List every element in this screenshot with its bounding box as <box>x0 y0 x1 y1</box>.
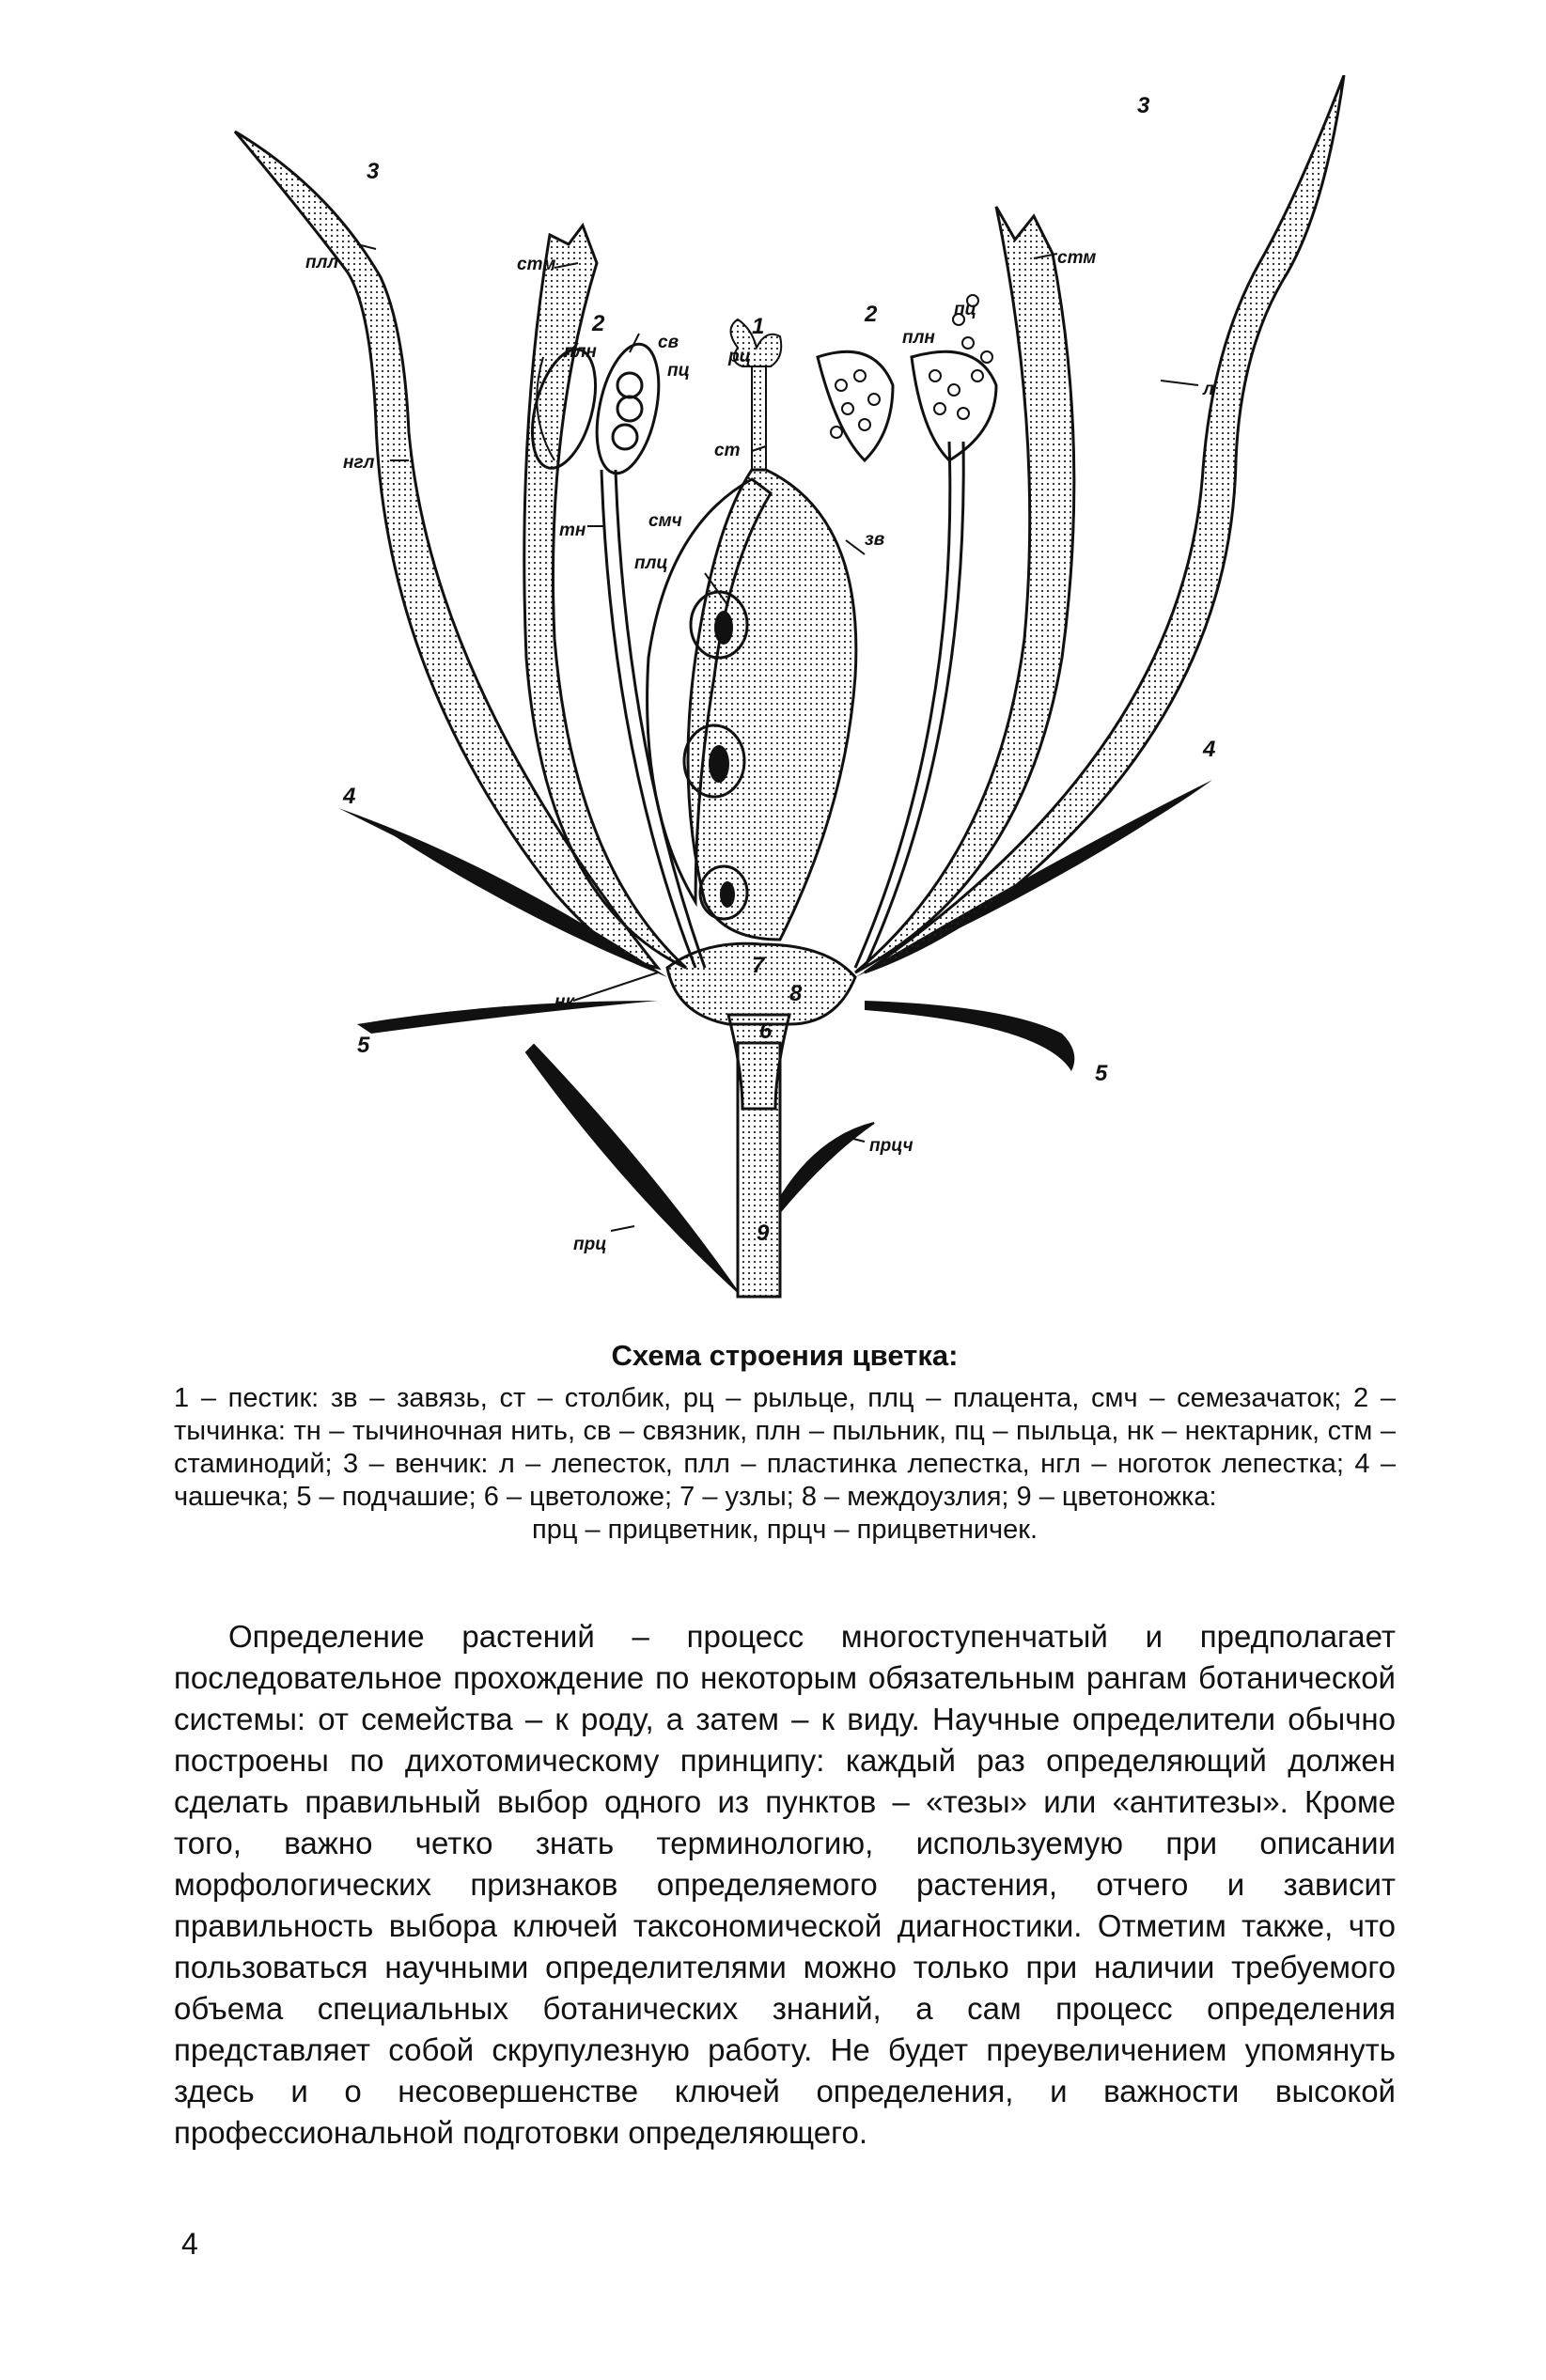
label-9: 9 <box>757 1221 770 1246</box>
label-pln-right: плн <box>902 328 935 348</box>
label-sv: св <box>658 333 679 352</box>
caption-last-line: прц – прицветник, прцч – прицветничек. <box>531 1515 1038 1545</box>
label-7: 7 <box>752 953 765 978</box>
label-st: ст <box>714 441 741 460</box>
label-rts: рц <box>728 347 751 366</box>
figure-caption <box>174 1339 1396 1547</box>
epicalyx-left <box>357 1001 658 1034</box>
label-1: 1 <box>752 314 765 339</box>
label-3-left: 3 <box>367 159 380 184</box>
label-prts: прц <box>573 1235 607 1254</box>
label-8: 8 <box>789 981 803 1006</box>
label-5-left: 5 <box>357 1033 370 1058</box>
epicalyx-right <box>865 1001 1074 1071</box>
label-plts: плц <box>634 553 668 573</box>
label-3-right: 3 <box>1137 93 1150 118</box>
label-6: 6 <box>759 1019 773 1044</box>
label-2-right: 2 <box>865 302 878 327</box>
label-stm-left: стм <box>517 255 556 274</box>
label-nk: нк <box>554 992 575 1012</box>
label-smch: смч <box>648 511 682 531</box>
bracteole-right <box>780 1123 874 1212</box>
label-4-right: 4 <box>1203 737 1216 762</box>
bract-left <box>526 1045 738 1292</box>
label-prtsch: прцч <box>869 1136 914 1156</box>
flower-structure-diagram <box>216 75 1382 1315</box>
body-paragraph: Определение растений – процесс многоступенчатый и предполагает последовательное прохождение по некоторым обязательным рангам ботанической системы: от семейства – к роду, а затем – к виду. Научные определители обычно построены по дихотомическому принципу: каждый раз определяющий должен сделать правильный выбор одного из пунктов – «тезы» или «антитезы». Кроме того, важно четко знать терминологию, используемую при описании морфологических признаков определяемого растения, отчего и зависит правильность выбора ключей таксономической диагностики. Отметим также, что пользоваться научными определителями можно только при наличии требуемого объема специальных ботанических знаний, а сам процесс определения представляет собой скрупулезную работу. Не будет преувеличением упомянуть здесь и о несовершенстве ключей определения, и важности высокой профессиональной подготовки определяющего. <box>174 1619 1396 2150</box>
label-ppl: плл <box>305 253 339 272</box>
caption-title: Схема строения цветка: <box>611 1339 959 1372</box>
label-2-left: 2 <box>592 311 605 336</box>
label-pln-left: плн <box>564 342 597 362</box>
page-number: 4 <box>181 2227 198 2261</box>
caption-body <box>174 1382 1396 1547</box>
label-5-right: 5 <box>1095 1061 1108 1086</box>
label-stm-right: стм <box>1057 248 1097 268</box>
label-pts-right: пц <box>954 300 976 319</box>
caption-legend: 1 – пестик: зв – завязь, ст – столбик, рц – рыльце, плц – плацента, смч – семезачаток; 2 – тычинка: тн – тычиночная нить, св – связник, плн – пыльник, пц – пыльца, нк – нектарник, стм – стаминодий; 3 – венчик: л – лепесток, плл – пластинка лепестка, нгл – ноготок лепестка; 4 – чашечка; 5 – подчашие; 6 – цветоложе; 7 – узлы; 8 – междоузлия; 9 – цветоножка: <box>174 1383 1396 1512</box>
label-ngl: нгл <box>343 453 375 473</box>
anther-right <box>818 351 893 460</box>
label-l: л <box>1203 380 1214 399</box>
anther-left-sac <box>586 338 669 478</box>
label-4-left: 4 <box>343 784 356 809</box>
style <box>752 366 766 470</box>
label-tn: тн <box>559 521 586 540</box>
label-zv: зв <box>865 530 885 550</box>
label-pts-left: пц <box>667 361 690 381</box>
